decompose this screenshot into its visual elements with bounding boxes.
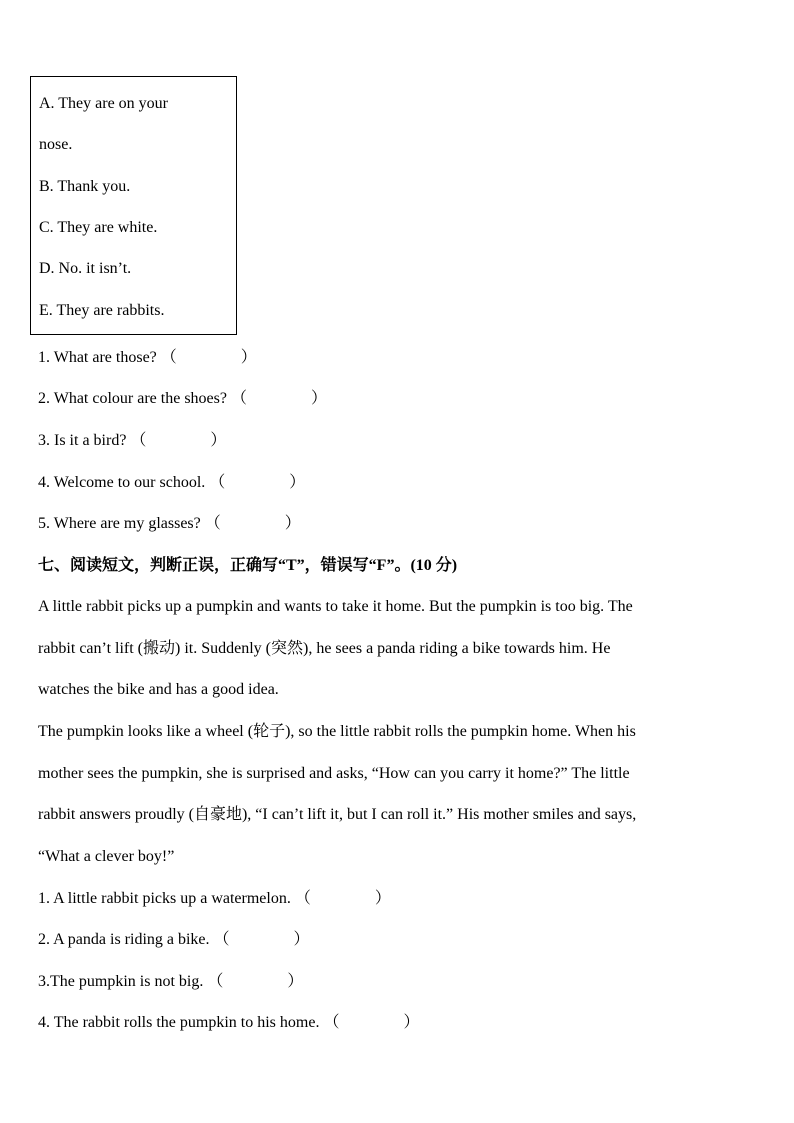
match-question-1: 1. What are those? （ ） — [38, 349, 257, 366]
passage-line-1: A little rabbit picks up a pumpkin and wants to take it home. But the pumpkin is too big. The — [38, 598, 633, 615]
match-question-5: 5. Where are my glasses? （ ） — [38, 515, 301, 532]
section-7-heading: 七、阅读短文，判断正误，正确写“T”，错误写“F”。(10 分) — [38, 557, 458, 574]
option-d: D. No. it isn’t. — [39, 260, 132, 277]
passage-line-3: watches the bike and has a good idea. — [38, 681, 279, 698]
match-question-2: 2. What colour are the shoes? （ ） — [38, 390, 327, 407]
answer-options-box — [30, 76, 237, 335]
tf-question-2: 2. A panda is riding a bike. （ ） — [38, 931, 310, 948]
option-e: E. They are rabbits. — [39, 302, 165, 319]
match-question-4: 4. Welcome to our school. （ ） — [38, 474, 306, 491]
passage-line-2: rabbit can’t lift (搬动) it. Suddenly (突然), he sees a panda riding a bike towards him. He — [38, 640, 611, 657]
match-question-3: 3. Is it a bird? （ ） — [38, 432, 227, 449]
passage-line-4: The pumpkin looks like a wheel (轮子), so the little rabbit rolls the pumpkin home. When his — [38, 723, 636, 740]
option-a-line1: A. They are on your — [39, 95, 168, 112]
passage-line-7: “What a clever boy!” — [38, 848, 175, 865]
passage-line-5: mother sees the pumpkin, she is surprised and asks, “How can you carry it home?” The little — [38, 765, 630, 782]
tf-question-1: 1. A little rabbit picks up a watermelon. （ ） — [38, 890, 391, 907]
option-c: C. They are white. — [39, 219, 158, 236]
option-a-line2: nose. — [39, 136, 73, 153]
passage-line-6: rabbit answers proudly (自豪地), “I can’t lift it, but I can roll it.” His mother smiles and says, — [38, 806, 637, 823]
option-b: B. Thank you. — [39, 178, 131, 195]
tf-question-4: 4. The rabbit rolls the pumpkin to his home. （ ） — [38, 1014, 420, 1031]
tf-question-3: 3.The pumpkin is not big. （ ） — [38, 973, 304, 990]
